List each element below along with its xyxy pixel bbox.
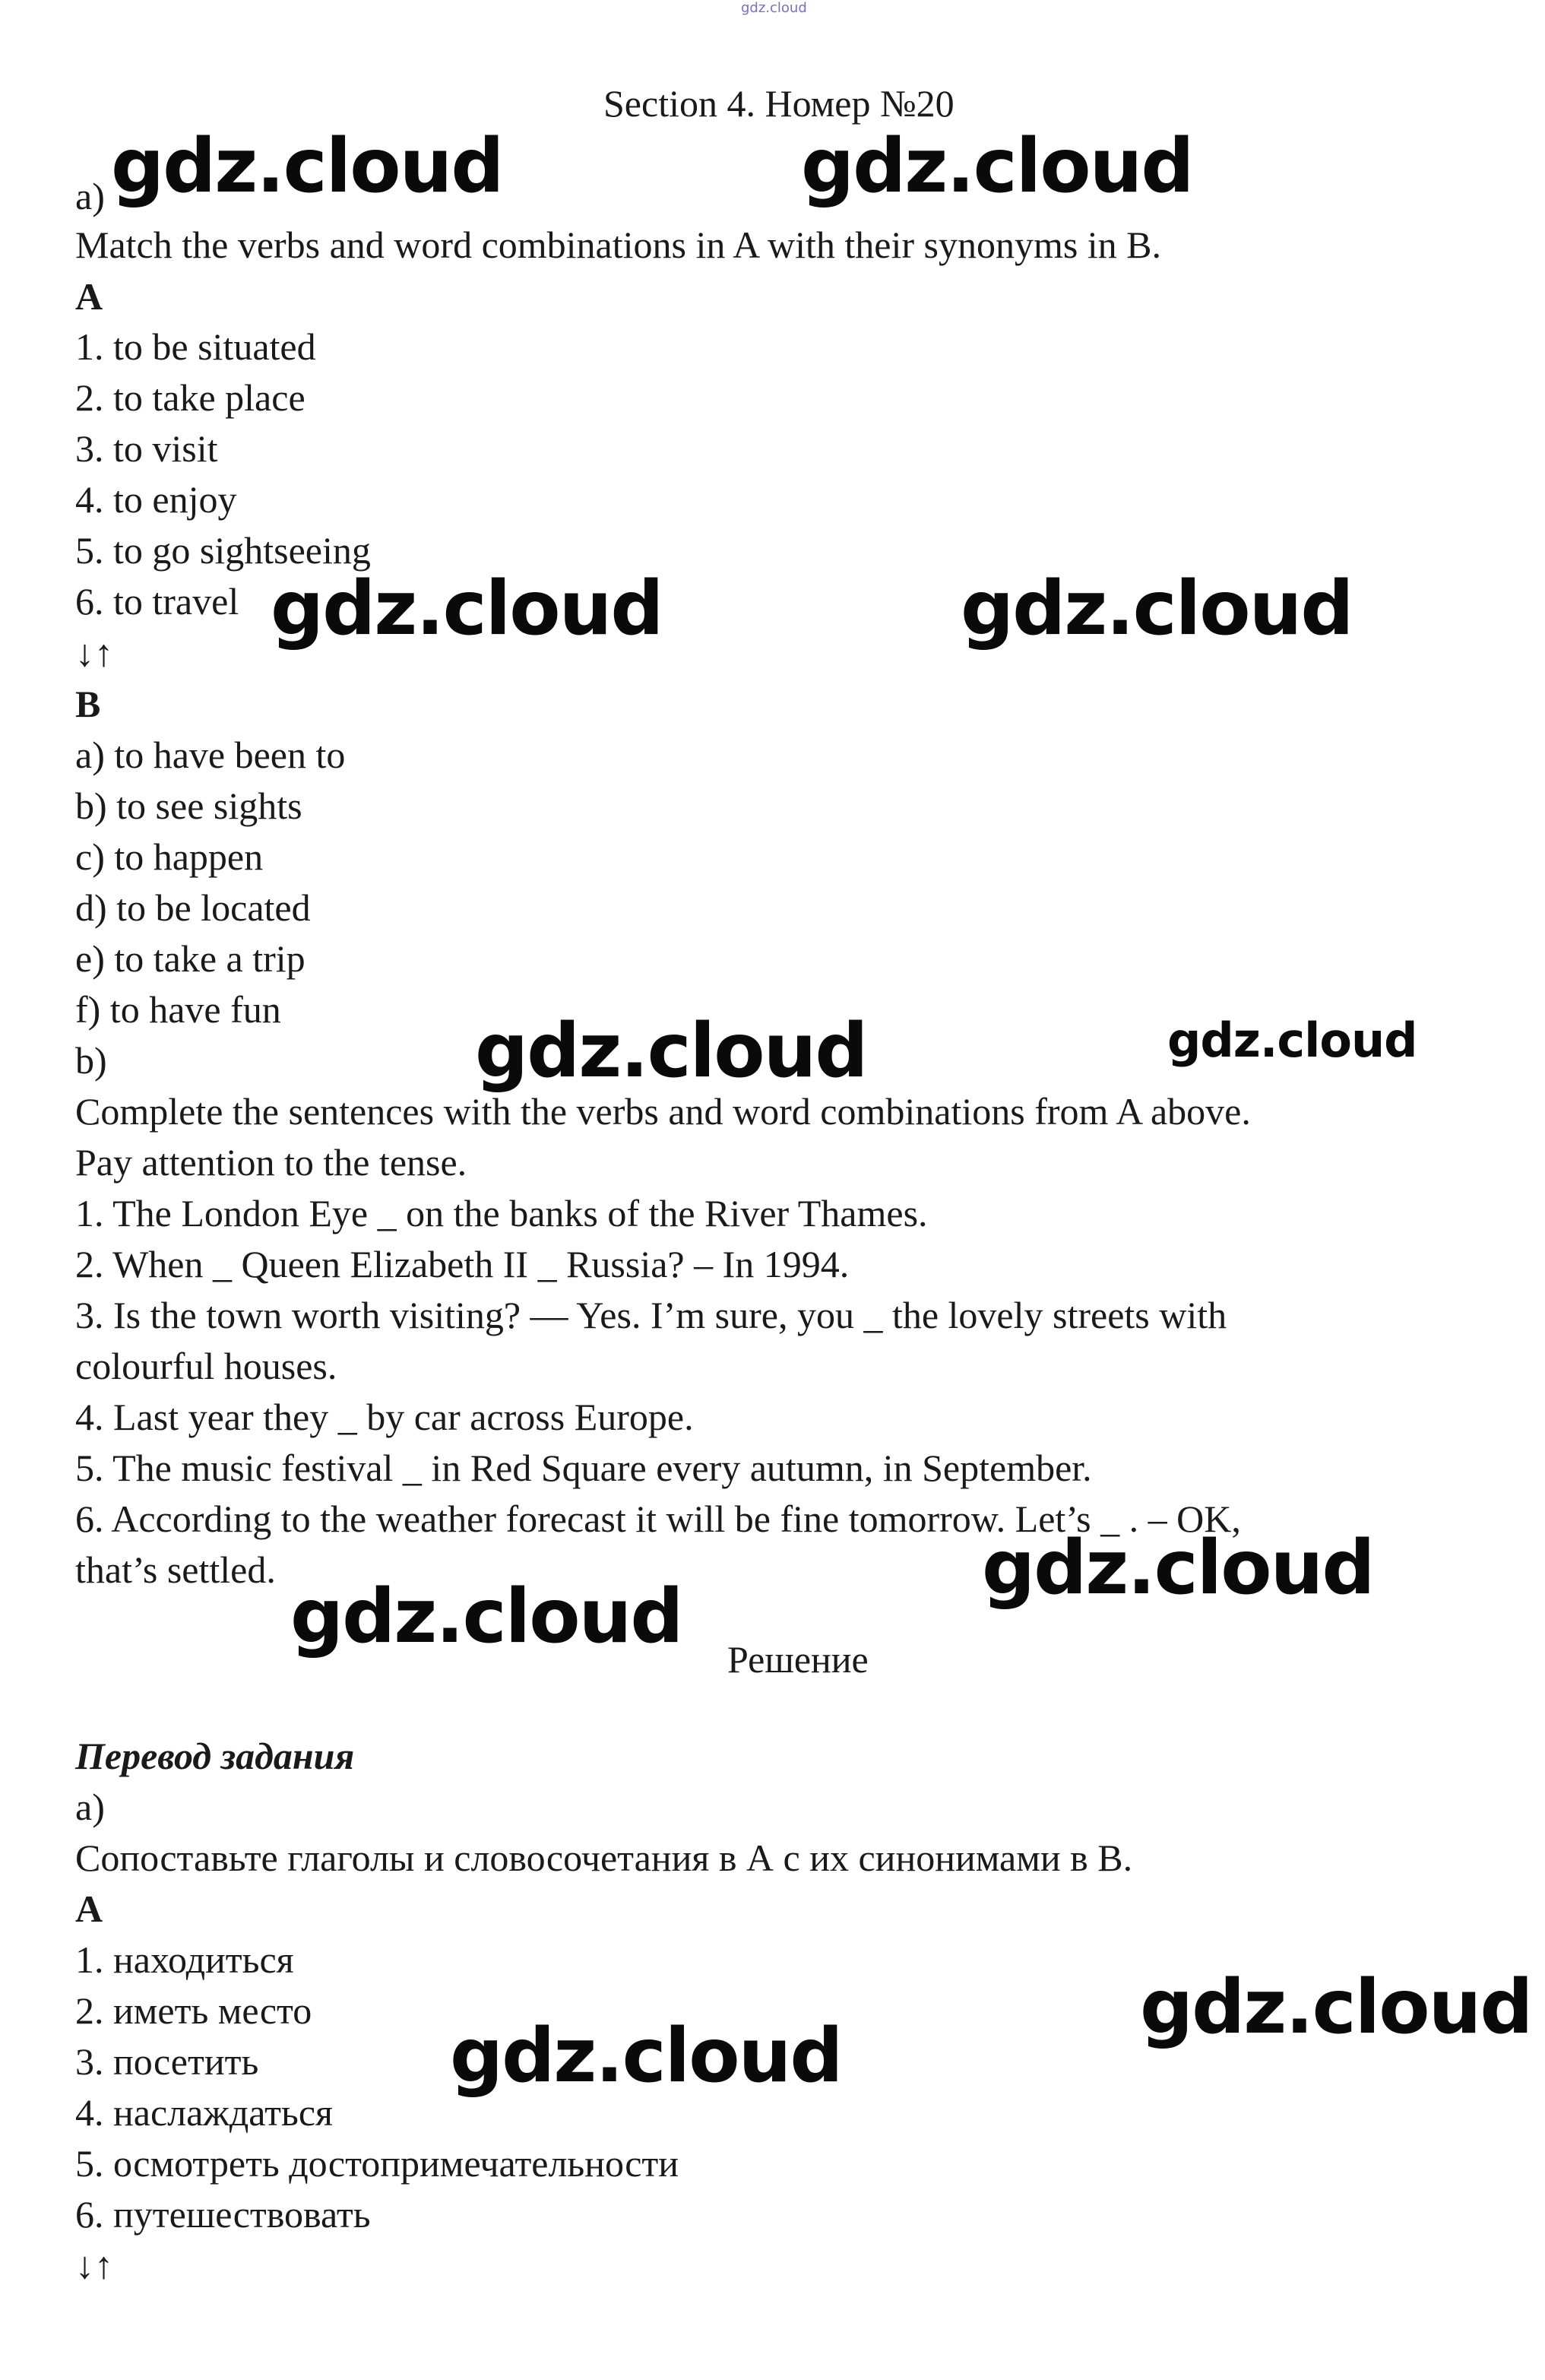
sentence: that’s settled. (75, 1548, 276, 1591)
watermark-logo: gdz.cloud (982, 1525, 1374, 1611)
watermark-logo: gdz.cloud (271, 566, 663, 652)
instruction-b: Complete the sentences with the verbs and word combinations from A above. (75, 1090, 1251, 1133)
watermark-logo: gdz.cloud (801, 123, 1193, 210)
translation-column-a-item: 1. находиться (75, 1938, 294, 1981)
column-b-item: f) to have fun (75, 988, 281, 1031)
part-b-label: b) (75, 1039, 107, 1082)
sentence: 3. Is the town worth visiting? — Yes. I’m sure, you _ the lovely streets with (75, 1294, 1227, 1336)
column-a-item: 2. to take place (75, 376, 306, 419)
watermark-logo: gdz.cloud (111, 123, 503, 210)
watermark-logo: gdz.cloud (290, 1573, 682, 1660)
column-b-item: a) to have been to (75, 734, 346, 776)
translation-match-arrows: ↓↑ (75, 2244, 113, 2287)
column-a-item: 3. to visit (75, 427, 218, 470)
watermark-logo: gdz.cloud (1167, 1013, 1417, 1068)
column-a-item: 4. to enjoy (75, 478, 237, 521)
translation-column-a-item: 6. путешествовать (75, 2193, 371, 2236)
translation-instruction-a: Сопоставьте глаголы и словосочетания в А с их синонимами в В. (75, 1836, 1133, 1879)
sentence: 5. The music festival _ in Red Square every autumn, in September. (75, 1447, 1092, 1489)
translation-column-a-item: 2. иметь место (75, 1989, 312, 2032)
column-a-item: 6. to travel (75, 580, 239, 623)
column-b-item: e) to take a trip (75, 937, 306, 980)
translation-column-a-label: A (75, 1887, 103, 1930)
watermark-logo: gdz.cloud (1140, 1964, 1532, 2051)
translation-part-a-label: a) (75, 1786, 105, 1828)
column-a-item: 5. to go sightseeing (75, 529, 371, 572)
sentence: 2. When _ Queen Elizabeth II _ Russia? – In 1994. (75, 1243, 850, 1285)
instruction-b: Pay attention to the tense. (75, 1141, 467, 1184)
sentence: colourful houses. (75, 1345, 337, 1387)
instruction-a: Match the verbs and word combinations in A with their synonyms in B. (75, 223, 1162, 266)
watermark-logo: gdz.cloud (475, 1008, 867, 1095)
column-b-item: b) to see sights (75, 784, 302, 827)
column-b-label: B (75, 683, 101, 725)
match-arrows: ↓↑ (75, 632, 113, 674)
watermark-logo: gdz.cloud (961, 566, 1353, 652)
page-title: Section 4. Номер №20 (603, 82, 955, 125)
sentence: 6. According to the weather forecast it will be fine tomorrow. Let’s _ . – OK, (75, 1497, 1241, 1540)
sentence: 4. Last year they _ by car across Europe. (75, 1396, 694, 1438)
solution-heading: Решение (727, 1638, 869, 1681)
translation-column-a-item: 3. посетить (75, 2040, 259, 2083)
sentence: 1. The London Eye _ on the banks of the River Thames. (75, 1192, 928, 1234)
translation-heading: Перевод задания (75, 1735, 355, 1777)
translation-column-a-item: 4. наслаждаться (75, 2091, 334, 2134)
watermark-logo: gdz.cloud (450, 2013, 842, 2100)
top-watermark-logo: gdz.cloud (741, 0, 807, 16)
part-a-label: a) (75, 175, 105, 217)
column-a-item: 1. to be situated (75, 325, 316, 368)
column-a-label: A (75, 275, 103, 318)
translation-column-a-item: 5. осмотреть достопримечательности (75, 2142, 679, 2185)
column-b-item: d) to be located (75, 886, 311, 929)
column-b-item: c) to happen (75, 835, 264, 878)
